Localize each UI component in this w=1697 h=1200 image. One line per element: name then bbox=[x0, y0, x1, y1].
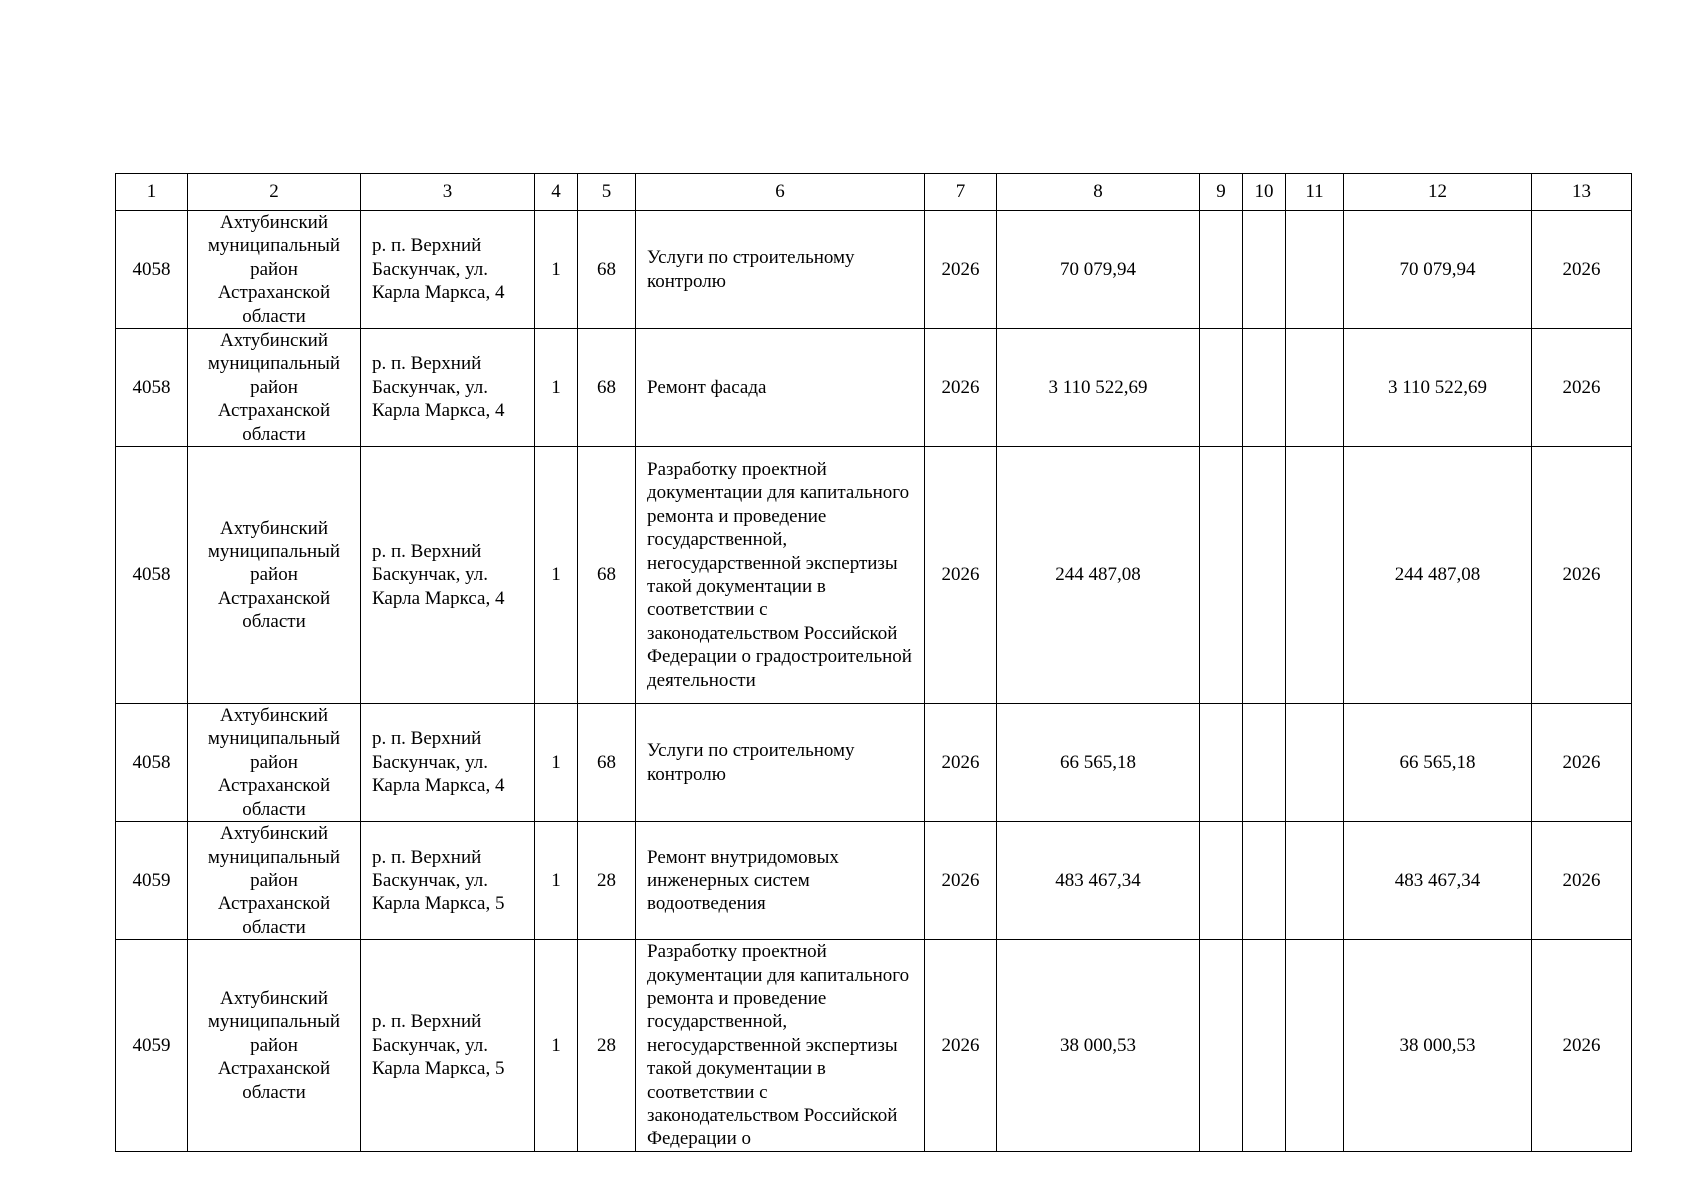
col13-cell: 2026 bbox=[1532, 211, 1632, 329]
total-cell: 66 565,18 bbox=[1344, 704, 1532, 822]
house-id-cell: 4058 bbox=[116, 211, 188, 329]
column-number: 2 bbox=[188, 174, 361, 211]
work-type-cell: Ремонт фасада bbox=[636, 329, 925, 447]
col4-cell: 1 bbox=[535, 704, 578, 822]
year-cell: 2026 bbox=[925, 211, 997, 329]
address-cell: р. п. Верхний Баскунчак, ул. Карла Маркса, 4 bbox=[361, 704, 535, 822]
col11-cell bbox=[1286, 822, 1344, 940]
house-id-cell: 4059 bbox=[116, 822, 188, 940]
column-number: 9 bbox=[1200, 174, 1243, 211]
table-row bbox=[116, 211, 1632, 329]
col9-cell bbox=[1200, 329, 1243, 447]
col4-cell: 1 bbox=[535, 822, 578, 940]
column-number: 10 bbox=[1243, 174, 1286, 211]
col10-cell bbox=[1243, 822, 1286, 940]
col13-cell: 2026 bbox=[1532, 822, 1632, 940]
cost-cell: 70 079,94 bbox=[997, 211, 1200, 329]
year-cell: 2026 bbox=[925, 822, 997, 940]
table-row bbox=[116, 940, 1632, 1152]
col5-cell: 28 bbox=[578, 822, 636, 940]
total-cell: 483 467,34 bbox=[1344, 822, 1532, 940]
address-cell: р. п. Верхний Баскунчак, ул. Карла Маркса, 4 bbox=[361, 211, 535, 329]
house-id-cell: 4058 bbox=[116, 447, 188, 704]
col5-cell: 68 bbox=[578, 704, 636, 822]
column-number: 12 bbox=[1344, 174, 1532, 211]
year-cell: 2026 bbox=[925, 329, 997, 447]
year-cell: 2026 bbox=[925, 704, 997, 822]
work-type-cell: Разработку проектной документации для капитального ремонта и проведение государственной, негосударственной экспертизы такой документации в соответствии с законодательством Российской Федерации о градостроительной деятельности bbox=[636, 447, 925, 704]
table-row bbox=[116, 704, 1632, 822]
col11-cell bbox=[1286, 940, 1344, 1152]
column-number: 8 bbox=[997, 174, 1200, 211]
total-cell: 244 487,08 bbox=[1344, 447, 1532, 704]
col10-cell bbox=[1243, 211, 1286, 329]
year-cell: 2026 bbox=[925, 940, 997, 1152]
total-cell: 38 000,53 bbox=[1344, 940, 1532, 1152]
house-id-cell: 4058 bbox=[116, 329, 188, 447]
column-number: 1 bbox=[116, 174, 188, 211]
col11-cell bbox=[1286, 704, 1344, 822]
cost-cell: 38 000,53 bbox=[997, 940, 1200, 1152]
col13-cell: 2026 bbox=[1532, 447, 1632, 704]
table-row bbox=[116, 329, 1632, 447]
total-cell: 70 079,94 bbox=[1344, 211, 1532, 329]
district-cell: Ахтубинский муниципальный район Астраханской области bbox=[188, 329, 361, 447]
col9-cell bbox=[1200, 211, 1243, 329]
work-type-cell: Услуги по строительному контролю bbox=[636, 211, 925, 329]
col10-cell bbox=[1243, 704, 1286, 822]
work-type-cell: Ремонт внутридомовых инженерных систем водоотведения bbox=[636, 822, 925, 940]
total-cell: 3 110 522,69 bbox=[1344, 329, 1532, 447]
col10-cell bbox=[1243, 329, 1286, 447]
year-cell: 2026 bbox=[925, 447, 997, 704]
col9-cell bbox=[1200, 704, 1243, 822]
work-type-cell: Услуги по строительному контролю bbox=[636, 704, 925, 822]
col4-cell: 1 bbox=[535, 447, 578, 704]
address-cell: р. п. Верхний Баскунчак, ул. Карла Маркса, 4 bbox=[361, 447, 535, 704]
col4-cell: 1 bbox=[535, 940, 578, 1152]
col13-cell: 2026 bbox=[1532, 704, 1632, 822]
col5-cell: 68 bbox=[578, 447, 636, 704]
col10-cell bbox=[1243, 447, 1286, 704]
address-cell: р. п. Верхний Баскунчак, ул. Карла Маркса, 5 bbox=[361, 822, 535, 940]
cost-cell: 483 467,34 bbox=[997, 822, 1200, 940]
column-number: 4 bbox=[535, 174, 578, 211]
cost-cell: 3 110 522,69 bbox=[997, 329, 1200, 447]
column-number-row bbox=[116, 174, 1632, 211]
house-id-cell: 4059 bbox=[116, 940, 188, 1152]
column-number: 11 bbox=[1286, 174, 1344, 211]
house-id-cell: 4058 bbox=[116, 704, 188, 822]
column-number: 5 bbox=[578, 174, 636, 211]
address-cell: р. п. Верхний Баскунчак, ул. Карла Маркса, 5 bbox=[361, 940, 535, 1152]
district-cell: Ахтубинский муниципальный район Астраханской области bbox=[188, 822, 361, 940]
column-number: 13 bbox=[1532, 174, 1632, 211]
district-cell: Ахтубинский муниципальный район Астраханской области bbox=[188, 211, 361, 329]
col9-cell bbox=[1200, 447, 1243, 704]
column-number: 3 bbox=[361, 174, 535, 211]
table-row bbox=[116, 822, 1632, 940]
col13-cell: 2026 bbox=[1532, 940, 1632, 1152]
district-cell: Ахтубинский муниципальный район Астраханской области bbox=[188, 447, 361, 704]
col11-cell bbox=[1286, 329, 1344, 447]
col9-cell bbox=[1200, 940, 1243, 1152]
col11-cell bbox=[1286, 211, 1344, 329]
district-cell: Ахтубинский муниципальный район Астраханской области bbox=[188, 704, 361, 822]
column-number: 7 bbox=[925, 174, 997, 211]
column-number: 6 bbox=[636, 174, 925, 211]
col4-cell: 1 bbox=[535, 211, 578, 329]
district-cell: Ахтубинский муниципальный район Астраханской области bbox=[188, 940, 361, 1152]
work-type-cell: Разработку проектной документации для капитального ремонта и проведение государственной, негосударственной экспертизы такой документации в соответствии с законодательством Российской Федерации о bbox=[636, 940, 925, 1152]
col4-cell: 1 bbox=[535, 329, 578, 447]
col9-cell bbox=[1200, 822, 1243, 940]
address-cell: р. п. Верхний Баскунчак, ул. Карла Маркса, 4 bbox=[361, 329, 535, 447]
col5-cell: 68 bbox=[578, 211, 636, 329]
table-row bbox=[116, 447, 1632, 704]
col11-cell bbox=[1286, 447, 1344, 704]
cost-cell: 244 487,08 bbox=[997, 447, 1200, 704]
cost-cell: 66 565,18 bbox=[997, 704, 1200, 822]
col13-cell: 2026 bbox=[1532, 329, 1632, 447]
col5-cell: 68 bbox=[578, 329, 636, 447]
col10-cell bbox=[1243, 940, 1286, 1152]
col5-cell: 28 bbox=[578, 940, 636, 1152]
capital-repair-table bbox=[115, 173, 1632, 1152]
